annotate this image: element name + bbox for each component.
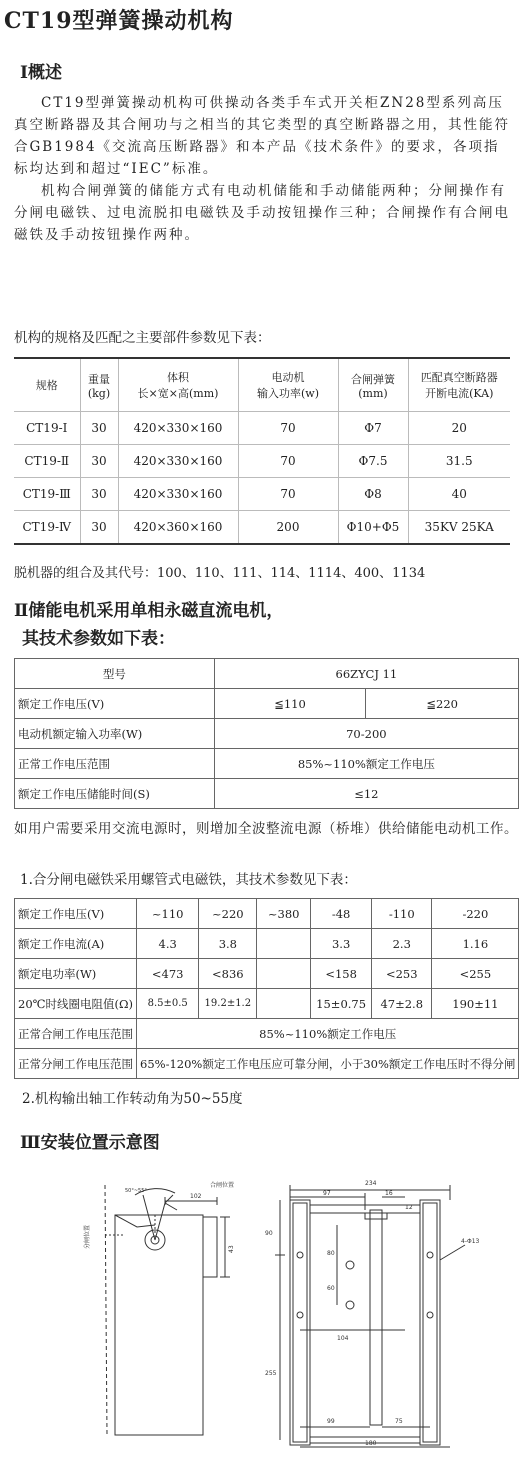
table-cell: -48 [311,899,372,929]
table-cell: 70 [238,412,338,445]
d43-label: 43 [228,1245,235,1253]
model-label: 型号 [15,659,215,689]
table-row [15,929,519,959]
power-value: 70-200 [214,719,518,749]
range-label: 正常工作电压范围 [15,749,215,779]
table-cell: Φ7 [338,412,408,445]
page-title: CT19型弹簧操动机构 [4,8,234,34]
table-cell: 30 [80,445,118,478]
table-cell: -220 [432,899,519,929]
table-cell: 30 [80,412,118,445]
d75-label: 75 [395,1418,403,1425]
d180-label: 180 [365,1440,377,1447]
table-cell: <158 [311,959,372,989]
d60-label: 60 [327,1285,335,1292]
table-header-cell: 体积 长×宽×高(mm) [118,358,238,412]
angle-label: 50°~55° [125,1188,147,1194]
table-row [15,659,519,689]
table-cell: 15±0.75 [311,989,372,1019]
d102-label: 102 [190,1193,202,1200]
table-cell: 420×330×160 [118,478,238,511]
table-row [15,899,519,929]
table-row [15,719,519,749]
table-cell: 420×360×160 [118,511,238,545]
table-cell: 3.3 [311,929,372,959]
d90-label: 90 [265,1230,273,1237]
table-row [15,749,519,779]
table-cell: 35KV 25KA [408,511,510,545]
table-cell [257,959,311,989]
table-header-cell: 重量 (kg) [80,358,118,412]
table-header-row [14,358,510,412]
close-range-label: 正常合闸工作电压范围 [15,1019,137,1049]
table-cell: 2.3 [372,929,432,959]
table-cell: CT19-Ⅲ [14,478,80,511]
model-value: 66ZYCJ 11 [214,659,518,689]
table-cell: 20℃时线圈电阻值(Ω) [15,989,137,1019]
table-cell: 3.8 [199,929,257,959]
table-cell: <473 [137,959,199,989]
shaft-note: 2.机构输出轴工作转动角为50~55度 [22,1091,243,1107]
table-cell: 1.16 [432,929,519,959]
table-cell [257,989,311,1019]
table-cell: 4.3 [137,929,199,959]
table-cell: Φ8 [338,478,408,511]
open-range-label: 正常分闸工作电压范围 [15,1049,137,1079]
table-cell: 47±2.8 [372,989,432,1019]
d99-label: 99 [327,1418,335,1425]
table-cell: CT19-Ⅳ [14,511,80,545]
magnet-table-intro: 1.合分闸电磁铁采用螺管式电磁铁，其技术参数见下表： [20,872,357,888]
table-cell: 30 [80,478,118,511]
table-row [15,959,519,989]
table-row [15,779,519,809]
table-row [15,989,519,1019]
d97-label: 97 [323,1190,331,1197]
table-header-cell: 合闸弹簧 (mm) [338,358,408,412]
table-cell: 20 [408,412,510,445]
overview-para-2: 机构合闸弹簧的储能方式有电动机储能和手动储能两种；分闸操作有分闸电磁铁、过电流脱扣电磁铁及手动按钮操作三种；合闸操作有合闸电磁铁及手动按钮操作两种。 [14,183,510,243]
table-cell: <836 [199,959,257,989]
holes-label: 4-Φ13 [461,1238,480,1245]
time-value: ≤12 [214,779,518,809]
table-row [15,1049,519,1079]
section1-heading: Ⅰ概述 [20,63,62,83]
overview-text [14,92,514,246]
d104-label: 104 [337,1335,349,1342]
table-row [14,511,510,545]
section2-heading-1: Ⅱ储能电机采用单相永磁直流电机， [14,601,284,621]
table-row [14,412,510,445]
table-cell: 31.5 [408,445,510,478]
table-cell: Φ10+Φ5 [338,511,408,545]
overview-para-1: CT19型弹簧操动机构可供操动各类手车式开关柜ZN28型系列高压真空断路器及其合闸功与之相当的其它类型的真空断路器之用，其性能符合GB1984《交流高压断路器》和本产品《技术条件》的要求，各项指标均达到和超过“IEC”标准。 [14,95,510,177]
table-cell: 30 [80,511,118,545]
d234-label: 234 [365,1180,377,1187]
d12-label: 12 [405,1204,413,1211]
table-cell: 额定工作电压(V) [15,899,137,929]
time-label: 额定工作电压储能时间(S) [15,779,215,809]
table-cell: CT19-Ⅱ [14,445,80,478]
spec-table [14,357,510,545]
d16-label: 16 [385,1190,393,1197]
table-header-cell: 电动机 输入功率(w) [238,358,338,412]
power-label: 电动机额定输入功率(W) [15,719,215,749]
open-pos-label: 分闸位置 [84,1224,91,1249]
table-cell: 70 [238,478,338,511]
installation-drawing [65,1165,525,1455]
table-cell: 40 [408,478,510,511]
table-cell: 8.5±0.5 [137,989,199,1019]
table-cell: 200 [238,511,338,545]
table-row [14,478,510,511]
d80-label: 80 [327,1250,335,1257]
table-cell: 19.2±1.2 [199,989,257,1019]
ac-note: 如用户需要采用交流电源时，则增加全波整流电源（桥堆）供给储能电动机工作。 [14,821,518,837]
front-view [265,1180,480,1447]
table-cell: -110 [372,899,432,929]
spec-table-intro: 机构的规格及匹配之主要部件参数见下表： [14,330,271,346]
table-cell: 70 [238,445,338,478]
table-cell: <253 [372,959,432,989]
side-view [83,1181,235,1435]
release-codes: 脱机器的组合及其代号：100、110、111、114、1114、400、1134 [14,566,426,581]
motor-params-table [14,658,519,809]
table-header-cell: 规格 [14,358,80,412]
magnet-params-table [14,898,519,1079]
table-cell: ~380 [257,899,311,929]
table-cell: Φ7.5 [338,445,408,478]
table-cell: 420×330×160 [118,445,238,478]
table-cell: 190±11 [432,989,519,1019]
voltage-value-2: ≦220 [366,689,519,719]
table-row [15,1019,519,1049]
voltage-value-1: ≦110 [214,689,366,719]
table-cell: 420×330×160 [118,412,238,445]
table-cell: ~220 [199,899,257,929]
voltage-label: 额定工作电压(V) [15,689,215,719]
table-row [15,689,519,719]
table-cell: <255 [432,959,519,989]
d255-label: 255 [265,1370,277,1377]
close-pos-label: 合闸位置 [210,1182,235,1189]
table-cell: CT19-Ⅰ [14,412,80,445]
table-cell [257,929,311,959]
section3-heading: Ⅲ安装位置示意图 [20,1133,160,1153]
table-cell: 额定电功率(W) [15,959,137,989]
table-row [14,445,510,478]
range-value: 85%~110%额定工作电压 [214,749,518,779]
close-range-value: 85%~110%额定工作电压 [137,1019,519,1049]
table-header-cell: 匹配真空断路器 开断电流(KA) [408,358,510,412]
open-range-value: 65%-120%额定工作电压应可靠分闸，小于30%额定工作电压时不得分闸 [137,1049,519,1079]
table-cell: ~110 [137,899,199,929]
section2-heading-2: 其技术参数如下表： [22,629,175,649]
table-cell: 额定工作电流(A) [15,929,137,959]
